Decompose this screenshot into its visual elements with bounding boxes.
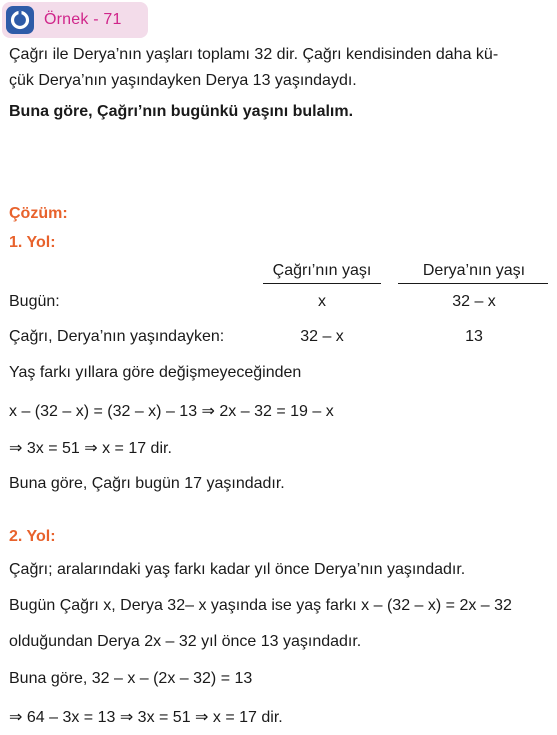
method1-equation: ⇒ 3x = 51 ⇒ x = 17 dir. <box>9 440 172 457</box>
ring-icon <box>6 6 34 34</box>
table-header-derya: Derya’nın yaşı <box>422 262 526 279</box>
method2-line: olduğundan Derya 2x – 32 yıl önce 13 yaşındadır. <box>9 633 362 650</box>
table-cell: 32 – x <box>300 328 344 345</box>
method2-line: Bugün Çağrı x, Derya 32– x yaşında ise yaş farkı x – (32 – x) = 2x – 32 <box>9 597 512 614</box>
problem-question: Buna göre, Çağrı’nın bugünkü yaşını bulalım. <box>9 103 354 120</box>
solution-heading: Çözüm: <box>9 205 68 222</box>
example-label: Örnek - 71 <box>44 11 122 28</box>
method1-title: 1. Yol: <box>9 234 56 251</box>
table-row-label: Çağrı, Derya’nın yaşındayken: <box>9 328 225 345</box>
method1-equation: x – (32 – x) = (32 – x) – 13 ⇒ 2x – 32 = 19 – x <box>9 403 334 420</box>
method1-conclusion: Buna göre, Çağrı bugün 17 yaşındadır. <box>9 475 285 492</box>
table-cell: x <box>318 293 326 310</box>
table-header-underline <box>398 283 548 284</box>
problem-line-2: çük Derya’nın yaşındayken Derya 13 yaşındaydı. <box>9 72 357 89</box>
table-header-underline <box>263 283 381 284</box>
problem-line-1: Çağrı ile Derya’nın yaşları toplamı 32 dir. Çağrı kendisinden daha kü- <box>9 46 499 63</box>
table-header-cagri: Çağrı’nın yaşı <box>272 262 372 279</box>
table-cell: 13 <box>465 328 483 345</box>
method2-equation: ⇒ 64 – 3x = 13 ⇒ 3x = 51 ⇒ x = 17 dir. <box>9 709 283 726</box>
table-cell: 32 – x <box>452 293 496 310</box>
method2-line: Çağrı; aralarındaki yaş farkı kadar yıl önce Derya’nın yaşındadır. <box>9 561 466 578</box>
example-badge <box>2 2 148 38</box>
method2-title: 2. Yol: <box>9 528 56 545</box>
method1-line: Yaş farkı yıllara göre değişmeyeceğinden <box>9 364 302 381</box>
table-row-label: Bugün: <box>9 293 60 310</box>
method2-equation: Buna göre, 32 – x – (2x – 32) = 13 <box>9 670 253 687</box>
